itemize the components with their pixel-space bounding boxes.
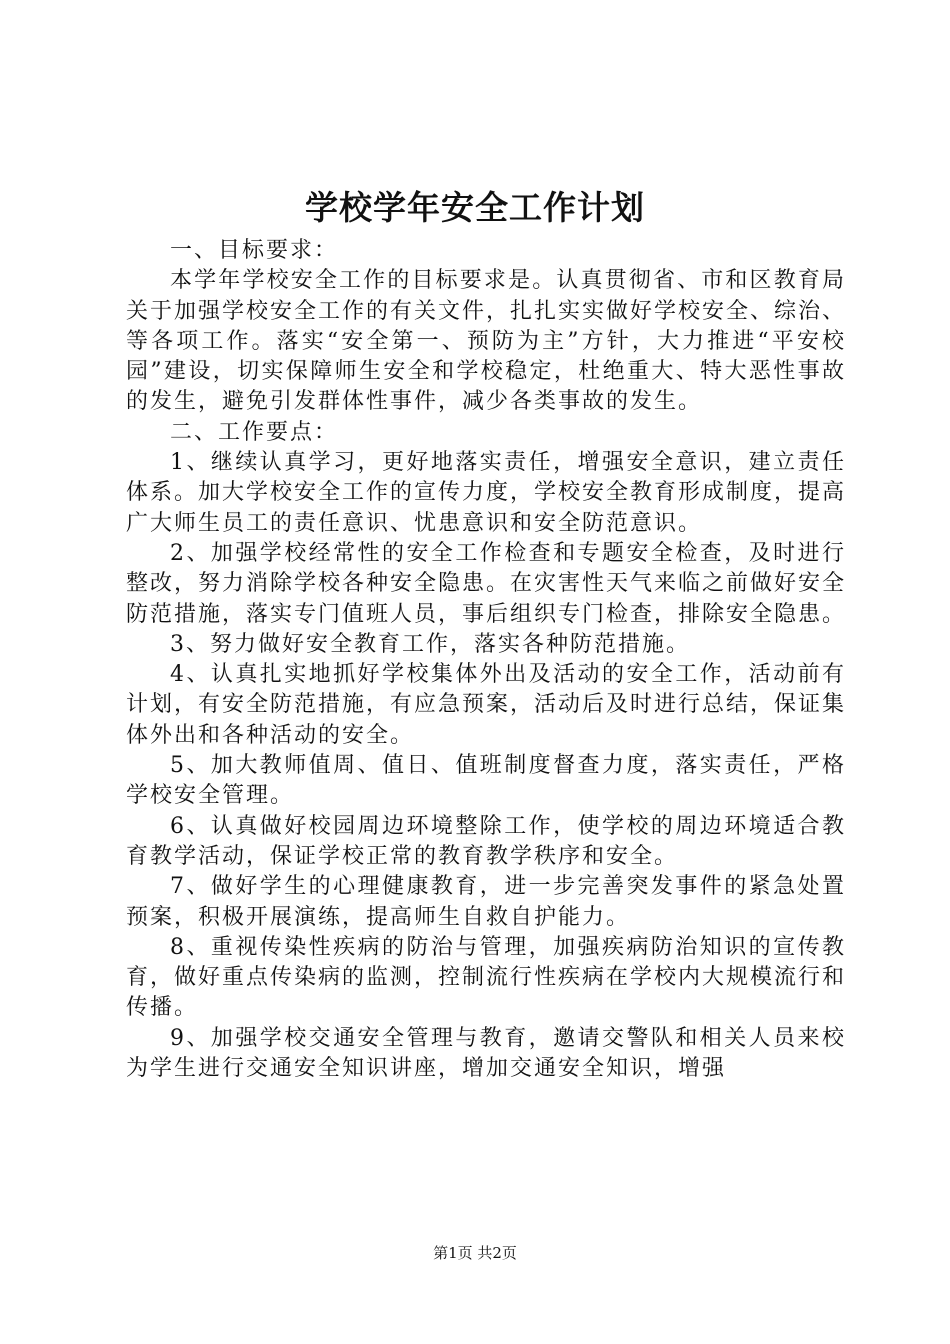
page-number-footer: 第1页 共2页 <box>433 1244 517 1262</box>
section-heading-key-points: 二、工作要点： <box>170 419 339 445</box>
paragraph-point-8: 8、重视传染性疾病的防治与管理，加强疾病防治知识的宣传教育，做好重点传染病的监测，控制流行性疾病在学校内大规模流行和传播。 <box>126 934 847 1021</box>
paragraph-point-9: 9、加强学校交通安全管理与教育，邀请交警队和相关人员来校为学生进行交通安全知识讲座，增加交通安全知识，增强 <box>126 1025 846 1082</box>
paragraph-point-6: 6、认真做好校园周边环境整除工作，使学校的周边环境适合教育教学活动，保证学校正常的教育教学秩序和安全。 <box>126 813 846 869</box>
paragraph-point-7: 7、做好学生的心理健康教育，进一步完善突发事件的紧急处置预案，积极开展演练，提高师生自救自护能力。 <box>126 874 846 930</box>
document-title: 学校学年安全工作计划 <box>305 188 645 227</box>
paragraph-point-4: 4、认真扎实地抓好学校集体外出及活动的安全工作，活动前有计划，有安全防范措施，有应急预案，活动后及时进行总结，保证集体外出和各种活动的安全。 <box>126 662 847 748</box>
section-heading-goals: 一、目标要求： <box>170 238 339 263</box>
paragraph-point-5: 5、加大教师值周、值日、值班制度督查力度，落实责任，严格学校安全管理。 <box>126 753 846 809</box>
paragraph-goals: 本学年学校安全工作的目标要求是。认真贯彻省、市和区教育局关于加强学校安全工作的有关文件，扎扎实实做好学校安全、综治、等各项工作。落实“安全第一、预防为主”方针，大力推进“平安校园”建设，切实保障师生安全和学校稳定，杜绝重大、特大恶性事故的发生，避免引发群体性事件，减少各类事故的发生。 <box>126 268 847 415</box>
paragraph-point-1: 1、继续认真学习，更好地落实责任，增强安全意识，建立责任体系。加大学校安全工作的宣传力度，学校安全教育形成制度，提高广大师生员工的责任意识、忧患意识和安全防范意识。 <box>126 450 847 536</box>
paragraph-point-2: 2、加强学校经常性的安全工作检查和专题安全检查，及时进行整改，努力消除学校各种安全隐患。在灾害性天气来临之前做好安全防范措施，落实专门值班人员，事后组织专门检查，排除安全隐患。 <box>126 540 847 627</box>
document-body <box>126 236 846 1084</box>
paragraph-point-3: 3、努力做好安全教育工作，落实各种防范措施。 <box>170 631 690 657</box>
